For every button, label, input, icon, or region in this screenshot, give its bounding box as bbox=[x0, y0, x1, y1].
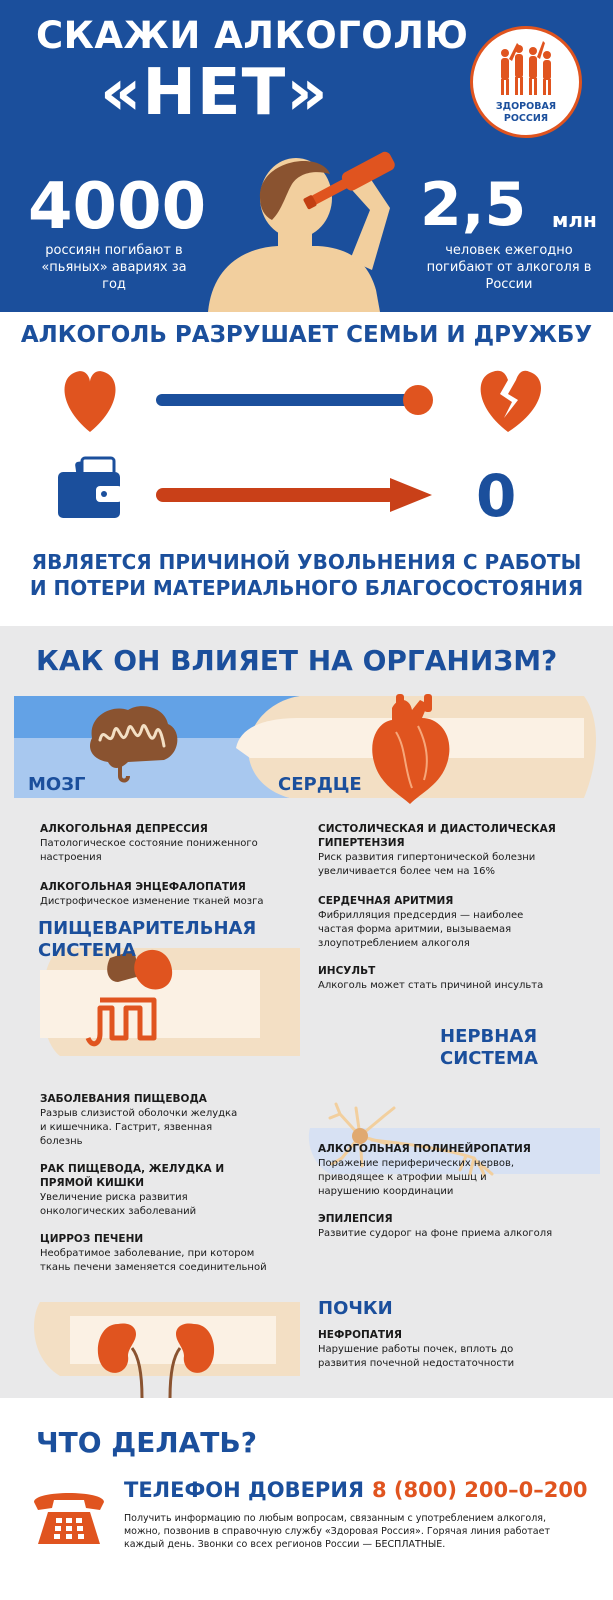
hotline-label: ТЕЛЕФОН ДОВЕРИЯ bbox=[124, 1478, 365, 1502]
nervous-item-desc: Развитие судорог на фоне приема алкоголя bbox=[318, 1228, 553, 1239]
brain-item-desc: Патологическое состояние пониженного настроения bbox=[40, 838, 258, 863]
kidneys-label: ПОЧКИ bbox=[318, 1298, 393, 1319]
brain-item-desc: Дистрофическое изменение тканей мозга bbox=[40, 896, 264, 907]
heart-item-desc: Фибрилляция предсердия — наиболее частая форма аритмии, вызываемая злоупотреблением алкоголя bbox=[318, 910, 524, 949]
broken-heart-icon bbox=[481, 371, 541, 432]
digestive-item bbox=[40, 1232, 280, 1275]
digestive-item-desc: Увеличение риска развития онкологических заболеваний bbox=[40, 1192, 197, 1217]
phone-icon bbox=[30, 1486, 108, 1548]
brain-item-title: АЛКОГОЛЬНАЯ ДЕПРЕССИЯ bbox=[40, 823, 208, 835]
brain-item-title: АЛКОГОЛЬНАЯ ЭНЦЕФАЛОПАТИЯ bbox=[40, 881, 246, 893]
digestive-label bbox=[38, 918, 256, 962]
kidneys-item bbox=[318, 1328, 538, 1371]
stat-deaths-accidents-caption: россиян погибают в «пьяных» авариях за год bbox=[41, 243, 187, 292]
brain-label: МОЗГ bbox=[28, 774, 86, 795]
job-loss-line-2: И ПОТЕРИ МАТЕРИАЛЬНОГО БЛАГОСОСТОЯНИЯ bbox=[29, 576, 584, 600]
organism-section bbox=[0, 626, 613, 1398]
digestive-label-line-2: СИСТЕМА bbox=[38, 940, 136, 961]
hotline-number-link[interactable]: 8 (800) 200–0–200 bbox=[372, 1478, 588, 1502]
what-to-do-title: ЧТО ДЕЛАТЬ? bbox=[36, 1426, 257, 1459]
logo bbox=[470, 26, 582, 138]
nervous-item bbox=[318, 1212, 578, 1241]
zero-value: 0 bbox=[476, 462, 517, 530]
logo-text-line-2: РОССИЯ bbox=[503, 113, 549, 124]
heart-item-desc: Алкоголь может стать причиной инсульта bbox=[318, 980, 544, 991]
logo-people-icon bbox=[491, 39, 561, 99]
heart-item bbox=[318, 964, 558, 993]
organism-section-title: КАК ОН ВЛИЯЕТ НА ОРГАНИЗМ? bbox=[36, 644, 558, 677]
nervous-label bbox=[440, 1026, 538, 1070]
hotline-description: Получить информацию по любым вопросам, связанным с употреблением алкоголя, можно, позвонив в справочную службу «Здоровая Россия». Горячая линия работает каждый день. Звонки со всех регионов России — БЕСПЛАТНЫЕ. bbox=[124, 1513, 550, 1550]
heart-item bbox=[318, 822, 558, 879]
nervous-item-title: АЛКОГОЛЬНАЯ ПОЛИНЕЙРОПАТИЯ bbox=[318, 1143, 531, 1155]
heart-item-title: ИНСУЛЬТ bbox=[318, 965, 376, 977]
title-line-1: СКАЖИ АЛКОГОЛЮ bbox=[36, 14, 469, 57]
digestive-item-desc: Разрыв слизистой оболочки желудка и кишечника. Гастрит, язвенная болезнь bbox=[40, 1108, 238, 1147]
family-section-title: АЛКОГОЛЬ РАЗРУШАЕТ СЕМЬИ И ДРУЖБУ bbox=[20, 322, 593, 348]
nervous-label-line-2: СИСТЕМА bbox=[440, 1048, 538, 1069]
heart-label: СЕРДЦЕ bbox=[278, 774, 362, 795]
digestive-item-title: РАК ПИЩЕВОДА, ЖЕЛУДКА И ПРЯМОЙ КИШКИ bbox=[40, 1163, 225, 1189]
heart-item-desc: Риск развития гипертонической болезни увеличивается более чем на 16% bbox=[318, 852, 536, 877]
stat-deaths-yearly-value: 2,5 bbox=[420, 170, 527, 240]
stat-deaths-yearly-caption: человек ежегодно погибают от алкоголя в России bbox=[426, 243, 592, 292]
nervous-item-title: ЭПИЛЕПСИЯ bbox=[318, 1213, 393, 1225]
digestive-item bbox=[40, 1162, 266, 1219]
nervous-item bbox=[318, 1142, 538, 1199]
heart-item bbox=[318, 894, 548, 951]
header-banner bbox=[0, 0, 613, 312]
job-loss-line-1: ЯВЛЯЕТСЯ ПРИЧИНОЙ УВОЛЬНЕНИЯ С РАБОТЫ bbox=[31, 550, 582, 574]
heart-item-title: СИСТОЛИЧЕСКАЯ И ДИАСТОЛИЧЕСКАЯ ГИПЕРТЕНЗИЯ bbox=[318, 823, 556, 849]
brain-item bbox=[40, 880, 280, 909]
title-line-2: «НЕТ» bbox=[100, 56, 329, 130]
brain-item bbox=[40, 822, 270, 865]
stat-deaths-yearly-unit: млн bbox=[552, 208, 597, 232]
kidneys-item-title: НЕФРОПАТИЯ bbox=[318, 1329, 402, 1341]
drinking-man-illustration bbox=[200, 150, 430, 312]
logo-text-line-1: ЗДОРОВАЯ bbox=[495, 101, 557, 112]
digestive-label-line-1: ПИЩЕВАРИТЕЛЬНАЯ bbox=[38, 918, 257, 939]
digestive-item-desc: Необратимое заболевание, при котором ткань печени заменяется соединительной bbox=[40, 1248, 267, 1273]
kidneys-item-desc: Нарушение работы почек, вплоть до развития почечной недостаточности bbox=[318, 1344, 515, 1369]
wallet-icon bbox=[58, 458, 122, 518]
stat-deaths-accidents-value: 4000 bbox=[28, 170, 207, 244]
digestive-item bbox=[40, 1092, 240, 1149]
nervous-item-desc: Поражение периферических нервов, приводящее к атрофии мышц и нарушению координации bbox=[318, 1158, 515, 1197]
digestive-item-title: ЗАБОЛЕВАНИЯ ПИЩЕВОДА bbox=[40, 1093, 207, 1105]
digestive-item-title: ЦИРРОЗ ПЕЧЕНИ bbox=[40, 1233, 144, 1245]
nervous-label-line-1: НЕРВНАЯ bbox=[440, 1026, 538, 1047]
heart-item-title: СЕРДЕЧНАЯ АРИТМИЯ bbox=[318, 895, 454, 907]
heart-icon bbox=[64, 371, 115, 432]
family-illustration bbox=[0, 360, 613, 540]
